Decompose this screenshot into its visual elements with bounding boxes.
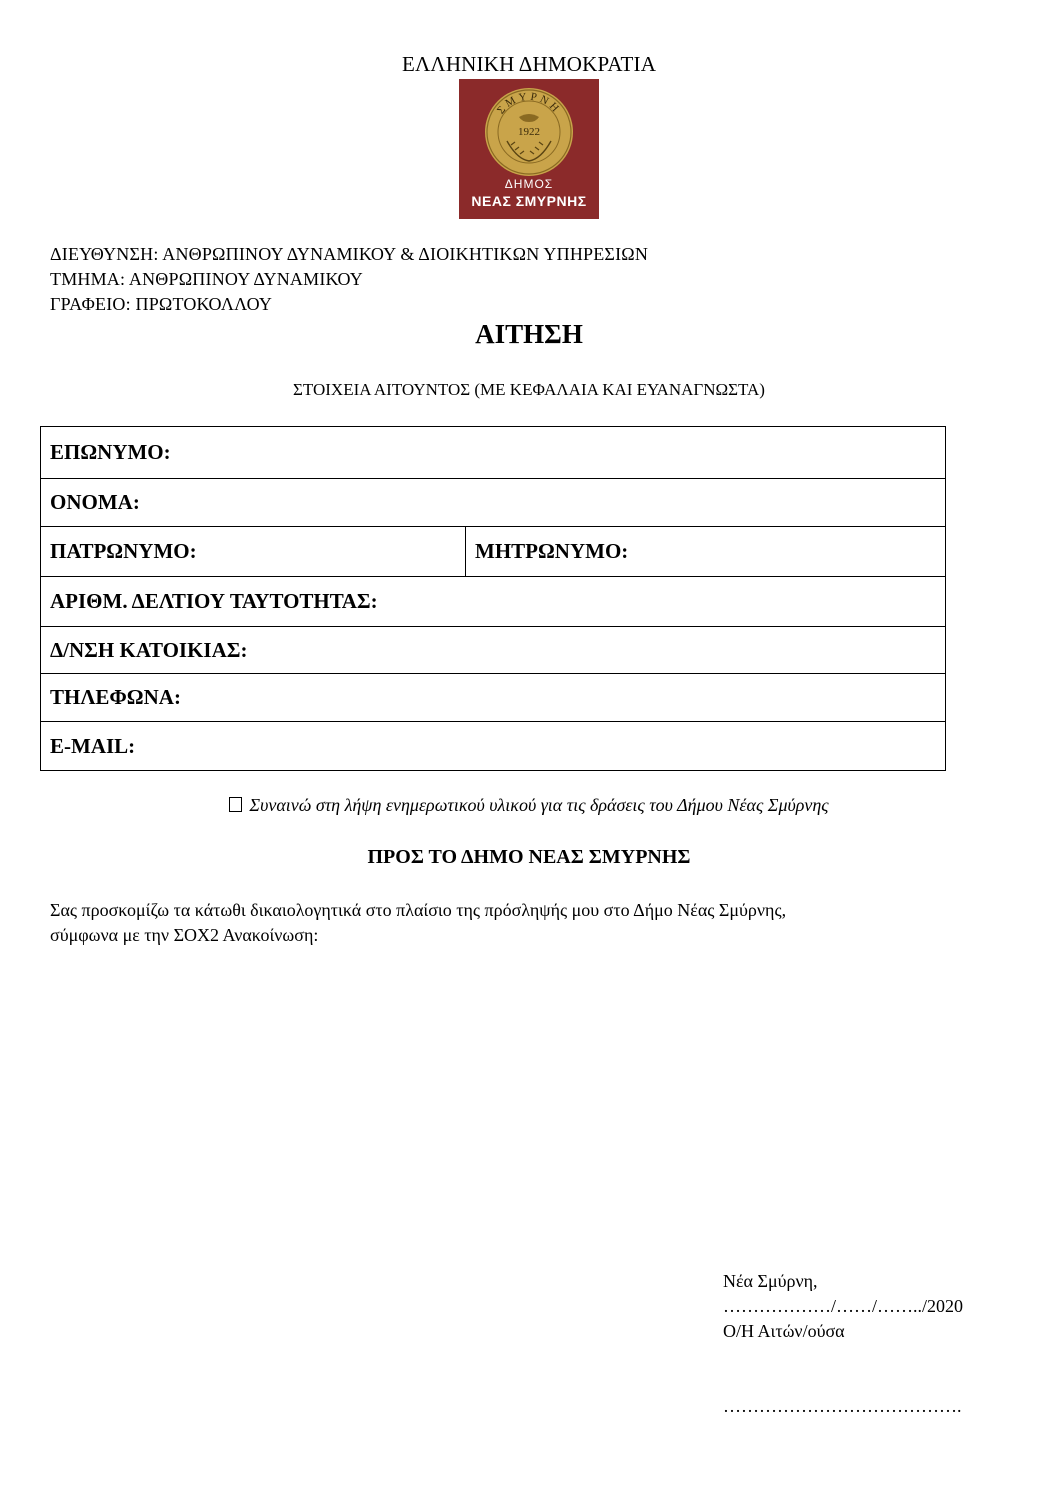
form-row-surname bbox=[41, 427, 945, 479]
father-name-field[interactable]: ΠΑΤΡΩΝΥΜΟ: bbox=[41, 527, 466, 576]
directorate-line: ΔΙΕΥΘΥΝΣΗ: ΑΝΘΡΩΠΙΝΟΥ ΔΥΝΑΜΙΚΟΥ & ΔΙΟΙΚΗΤΙΚΩΝ ΥΠΗΡΕΣΙΩΝ bbox=[50, 244, 649, 264]
form-row-id bbox=[41, 577, 945, 627]
document-subtitle: ΣΤΟΙΧΕΙΑ ΑΙΤΟΥΝΤΟΣ (ΜΕ ΚΕΦΑΛΑΙΑ ΚΑΙ ΕΥΑΝΑΓΝΩΣΤΑ) bbox=[293, 380, 765, 399]
form-row-address bbox=[41, 627, 945, 674]
consent-checkbox[interactable] bbox=[229, 797, 242, 812]
seal-year: 1922 bbox=[518, 126, 540, 138]
recipient-heading: ΠΡΟΣ ΤΟ ΔΗΜΟ ΝΕΑΣ ΣΜΥΡΝΗΣ bbox=[367, 846, 691, 868]
form-row-phones bbox=[41, 674, 945, 722]
form-row-email bbox=[41, 722, 945, 770]
id-number-field[interactable]: ΑΡΙΘΜ. ΔΕΛΤΙΟΥ ΤΑΥΤΟΤΗΤΑΣ: bbox=[50, 589, 378, 613]
signature-line[interactable]: …………………………………. bbox=[723, 1396, 962, 1416]
signature-applicant-label: Ο/Η Αιτών/ούσα bbox=[723, 1321, 845, 1341]
signature-place: Νέα Σμύρνη, bbox=[723, 1271, 818, 1291]
signature-date[interactable]: ………………/……/……../2020 bbox=[723, 1296, 964, 1316]
seal-text: ΣΜΥΡΝΗ bbox=[494, 90, 564, 117]
mother-name-field[interactable]: ΜΗΤΡΩΝΥΜΟ: bbox=[475, 539, 629, 563]
consent-row bbox=[0, 795, 1058, 816]
form-row-name bbox=[41, 479, 945, 527]
logo-municipality-label: ΔΗΜΟΣ bbox=[504, 177, 554, 191]
address-field[interactable]: Δ/ΝΣΗ ΚΑΤΟΙΚΙΑΣ: bbox=[50, 637, 248, 662]
phones-field[interactable]: ΤΗΛΕΦΩΝΑ: bbox=[50, 685, 181, 709]
municipality-logo bbox=[459, 79, 599, 219]
surname-field[interactable]: ΕΠΩΝΥΜΟ: bbox=[50, 440, 171, 464]
body-paragraph bbox=[50, 898, 950, 948]
body-line-1: Σας προσκομίζω τα κάτωθι δικαιολογητικά στο πλαίσιο της πρόσληψής μου στο Δήμο Νέας Σμύρνης, bbox=[50, 900, 787, 920]
document-title: ΑΙΤΗΣΗ bbox=[475, 319, 583, 349]
consent-label: Συναινώ στη λήψη ενημερωτικού υλικού για τις δράσεις του Δήμου Νέας Σμύρνης bbox=[249, 795, 829, 815]
section-line: ΤΜΗΜΑ: ΑΝΘΡΩΠΙΝΟΥ ΔΥΝΑΜΙΚΟΥ bbox=[50, 269, 363, 289]
office-line: ΓΡΑΦΕΙΟ: ΠΡΩΤΟΚΟΛΛΟΥ bbox=[50, 294, 273, 314]
name-field[interactable]: ΟΝΟΜΑ: bbox=[50, 490, 140, 514]
logo-city-label: ΝΕΑΣ ΣΜΥΡΝΗΣ bbox=[471, 193, 587, 209]
body-line-2: σύμφωνα με την ΣΟΧ2 Ανακοίνωση: bbox=[50, 925, 319, 945]
email-field[interactable]: E-MAIL: bbox=[50, 733, 136, 758]
applicant-form bbox=[40, 426, 946, 771]
republic-heading: ΕΛΛΗΝΙΚΗ ΔΗΜΟΚΡΑΤΙΑ bbox=[401, 52, 657, 76]
form-row-parents bbox=[41, 527, 945, 577]
